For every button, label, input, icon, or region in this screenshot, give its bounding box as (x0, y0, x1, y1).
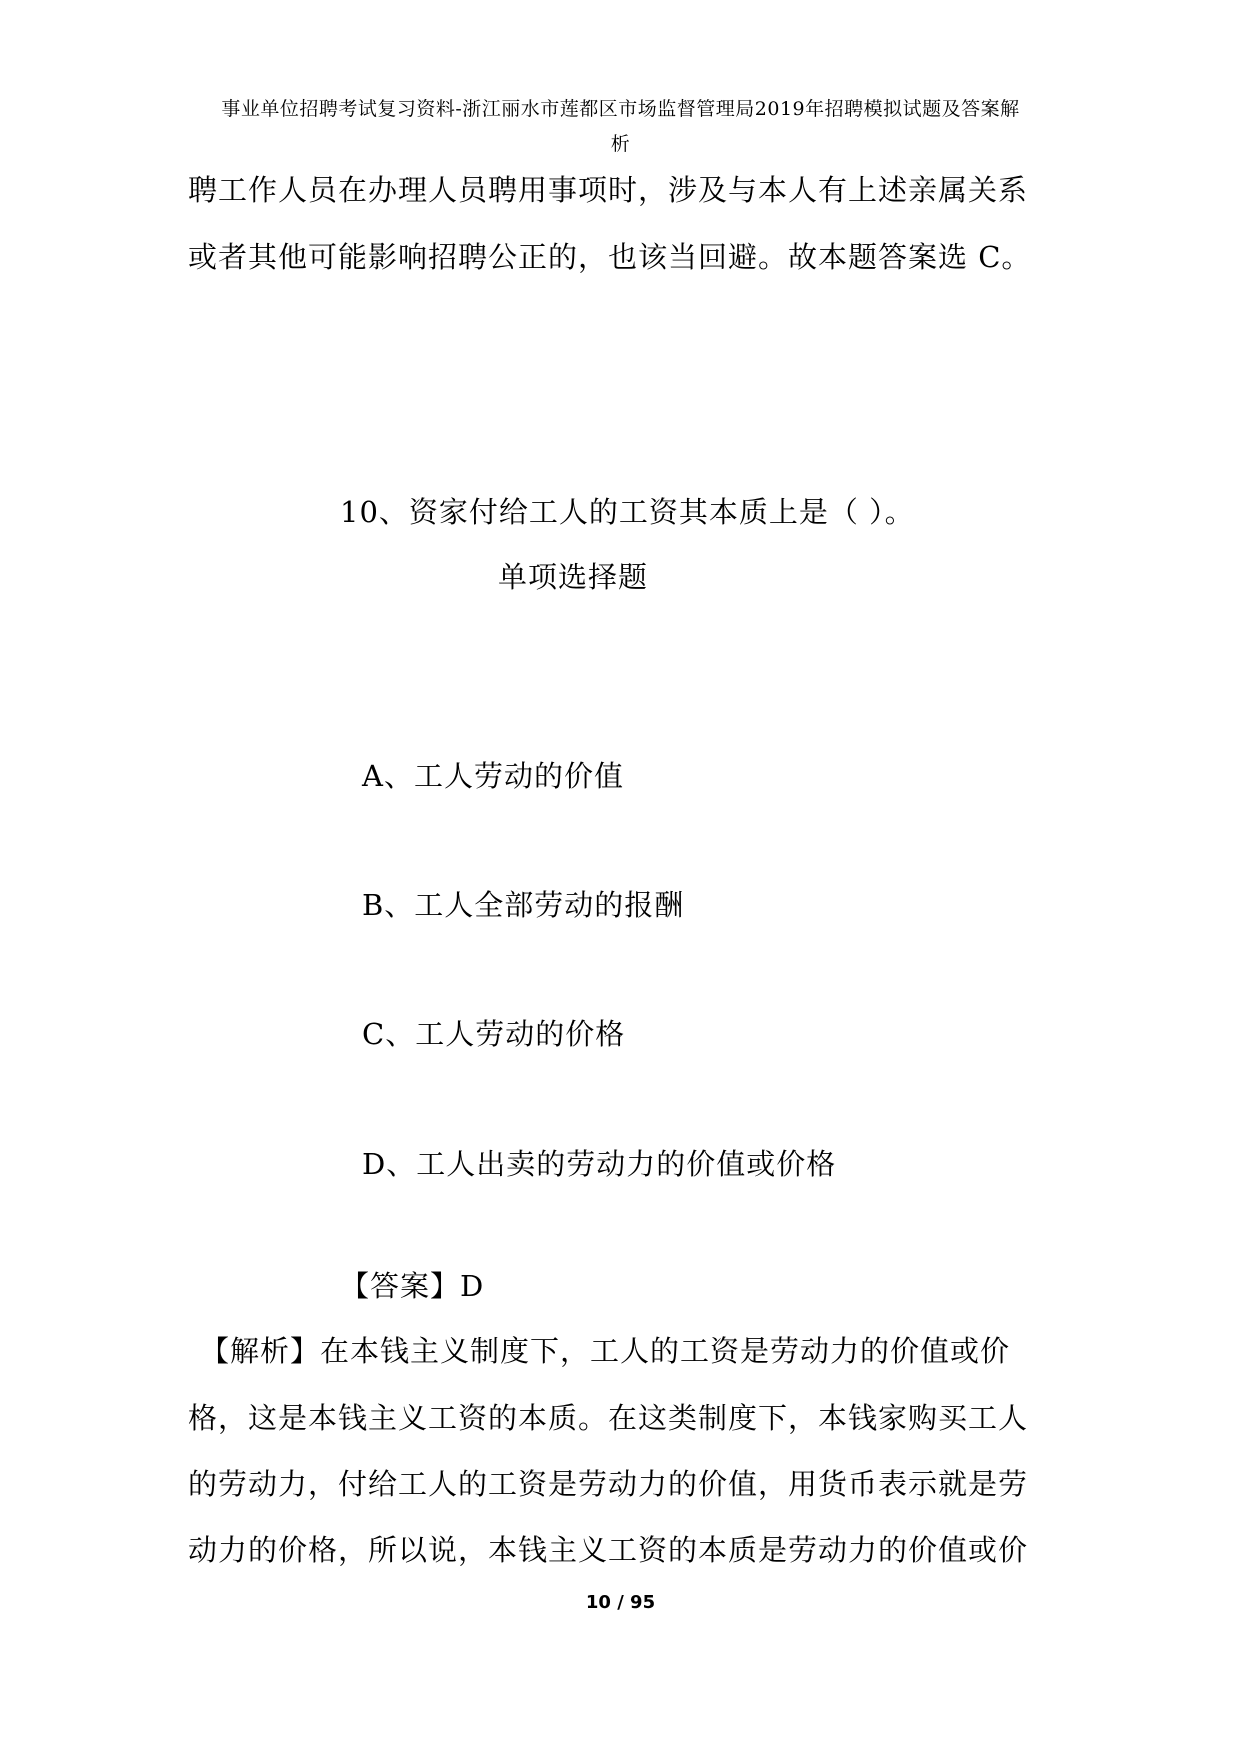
analysis-line-3: 的劳动力，付给工人的工资是劳动力的价值，用货币表示就是劳 (188, 1467, 1029, 1501)
analysis-line-4: 动力的价格，所以说，本钱主义工资的本质是劳动力的价值或价 (188, 1533, 1029, 1567)
question-type: 单项选择题 (498, 560, 649, 594)
page-header (150, 92, 1091, 162)
analysis-line-2: 格，这是本钱主义工资的本质。在这类制度下，本钱家购买工人 (188, 1401, 1029, 1435)
header-title-line-2: 析 (610, 133, 631, 155)
option-c: C、工人劳动的价格 (362, 1017, 626, 1051)
header-title-line-1: 事业单位招聘考试复习资料-浙江丽水市莲都区市场监督管理局2019年招聘模拟试题及答案解 (221, 98, 1020, 120)
analysis-line-1: 【解析】在本钱主义制度下，工人的工资是劳动力的价值或价 (200, 1334, 1011, 1368)
question-text: 10、资家付给工人的工资其本质上是（ ）。 (340, 495, 915, 529)
previous-explanation-line-1: 聘工作人员在办理人员聘用事项时，涉及与本人有上述亲属关系 (188, 173, 1029, 207)
page-number: 10 / 95 (585, 1592, 656, 1613)
option-b: B、工人全部劳动的报酬 (362, 888, 685, 922)
previous-explanation-line-2: 或者其他可能影响招聘公正的，也该当回避。故本题答案选 C。 (188, 240, 1032, 274)
option-a: A、工人劳动的价值 (362, 759, 624, 793)
answer-label: 【答案】D (340, 1269, 485, 1303)
option-d: D、工人出卖的劳动力的价值或价格 (362, 1147, 837, 1181)
